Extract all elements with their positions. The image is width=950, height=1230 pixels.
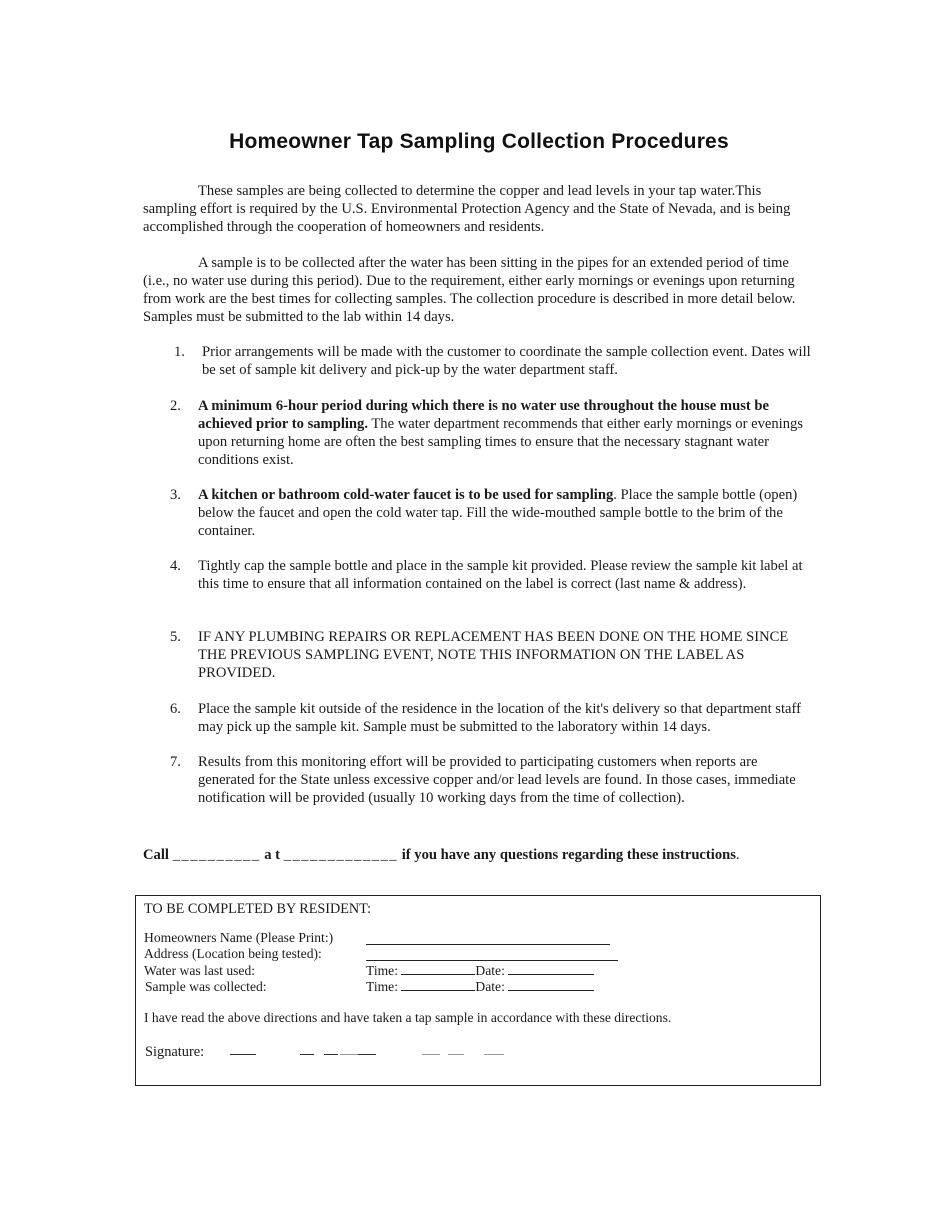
procedure-step [170,753,810,807]
step-number: 2. [170,398,181,414]
signature-line-segment [300,1054,314,1055]
call-suffix: if you have any questions regarding these instructions [401,847,736,863]
procedure-step [170,486,810,540]
step-text: The water department recommends that either early mornings or evenings upon returning home are often the best sampling times to ensure that the necessary stagnant water conditions exist. [198,416,803,468]
step-number: 5. [170,629,181,645]
signature-line-segment [484,1054,504,1055]
step-text: . Place the sample bottle (open) below the faucet and open the cold water tap. Fill the wide-mouthed sample bottle to the brim of the container. [198,487,798,539]
resident-form [135,895,821,1086]
certification-statement: I have read the above directions and have taken a tap sample in accordance with these directions. [144,1010,672,1025]
step-bold-text: A minimum 6-hour period during which there is no water use throughout the house must be achieved prior to sampling. [198,398,769,432]
water-last-used-label: Water was last used: [144,963,256,978]
date-label: Date: [475,963,505,978]
signature-line-segment [340,1054,358,1055]
sample-collected-label: Sample was collected: [145,979,267,994]
date-label: Date: [475,979,505,994]
step-number: 7. [170,754,181,770]
signature-label: Signature: [145,1044,205,1060]
call-instructions: Call __________ a t _____________ if you have any questions regarding these instructions. [143,847,740,863]
step-number: 4. [170,558,181,574]
call-label: Call [143,847,169,863]
step-text: Prior arrangements will be made with the customer to coordinate the sample collection event. Dates will be set of sample kit delivery and pick-up by the water department staff. [202,344,811,378]
procedure-step [170,700,810,736]
intro-paragraph [143,182,803,236]
homeowner-name-label: Homeowners Name (Please Print:) [144,930,334,945]
form-heading: TO BE COMPLETED BY RESIDENT: [144,901,372,917]
time-label: Time: [366,979,398,994]
document-title: Homeowner Tap Sampling Collection Procedures [229,130,729,153]
last-used-time-field[interactable] [401,961,475,975]
step-text: IF ANY PLUMBING REPAIRS OR REPLACEMENT HAS BEEN DONE ON THE HOME SINCE THE PREVIOUS SAMPLING EVENT, NOTE THIS INFORMATION ON THE LABEL AS PROVIDED. [198,629,789,681]
step-text: Tightly cap the sample bottle and place in the sample kit provided. Please review the sample kit label at this time to ensure that all information contained on the label is correct (last name & address). [198,558,803,592]
step-bold-text: A kitchen or bathroom cold-water faucet is to be used for sampling [198,487,614,503]
phone-contact-blank: __________ [172,847,261,863]
homeowner-name-field[interactable] [366,944,610,945]
time-label: Time: [366,963,398,978]
phone-number-blank: _____________ [283,847,399,863]
signature-line-segment [358,1054,376,1055]
collected-date-field[interactable] [508,977,594,991]
step-number: 3. [170,487,181,503]
step-text: Place the sample kit outside of the residence in the location of the kit's delivery so that department staff may pick up the sample kit. Sample must be submitted to the laboratory within 14 days. [198,701,801,735]
procedure-step [170,628,810,682]
signature-line-segment [422,1054,440,1055]
signature-line-segment [324,1054,338,1055]
collected-time-row [366,977,594,995]
step-number: 1. [174,344,185,360]
signature-line-segment [230,1054,256,1055]
signature-field[interactable] [230,1046,520,1064]
procedure-step [170,397,810,469]
last-used-date-field[interactable] [508,961,594,975]
intro-paragraph-text: These samples are being collected to determine the copper and lead levels in your tap water.This sampling effort is required by the U.S. Environmental Protection Agency and the State of Nevada, and is being accomplished through the cooperation of homeowners and residents. [143,183,791,235]
step-number: 6. [170,701,181,717]
intro-paragraph-text: A sample is to be collected after the water has been sitting in the pipes for an extended period of time (i.e., no water use during this period). Due to the requirement, either early mornings or evenings upon returning from work are the best times for collecting samples. The collection procedure is described in more detail below. Samples must be submitted to the lab within 14 days. [143,255,796,325]
signature-line-segment [448,1054,464,1055]
procedure-step [174,343,814,379]
at-label: a t [264,847,281,863]
address-label: Address (Location being tested): [144,946,322,961]
step-text: Results from this monitoring effort will be provided to participating customers when reports are generated for the State unless excessive copper and/or lead levels are found. In those cases, immediate notification will be provided (usually 10 working days from the time of collection). [198,754,796,806]
intro-paragraph [143,254,803,326]
procedure-step [170,557,810,593]
collected-time-field[interactable] [401,977,475,991]
